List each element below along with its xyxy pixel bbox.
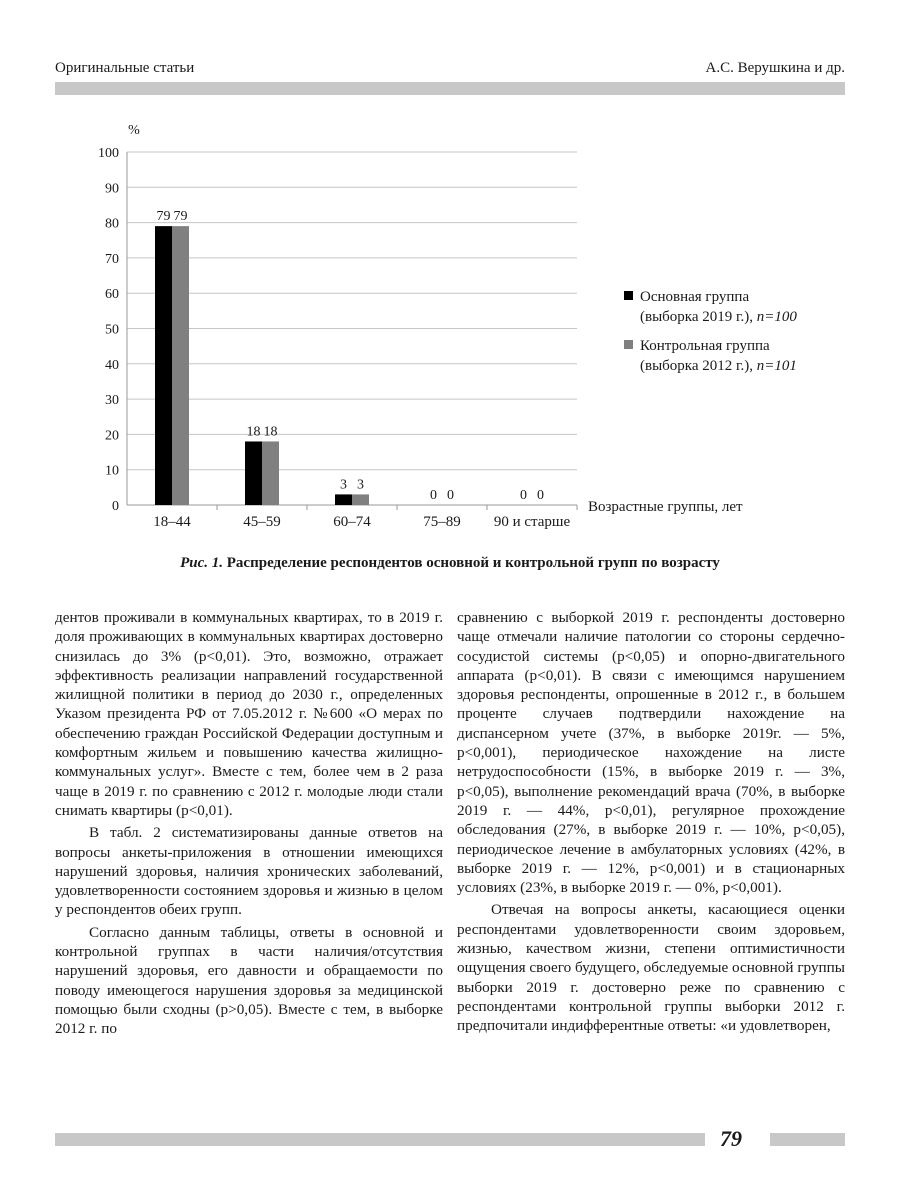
x-tick-label: 60–74 (333, 514, 371, 530)
y-axis-label: % (128, 123, 140, 138)
x-tick-label: 75–89 (423, 514, 461, 530)
data-labels (157, 209, 545, 503)
paragraph: дентов проживали в коммунальных квартирах, то в 2019 г. доля проживающих в коммунальных квартирах достоверно снизилась до 3% (p<0,01). Это, возможно, отражает эффективность реализации направлений государственной жилищной политики в период до 2030 г., определенных Указом президента РФ от 7.05.2012 г. №600 «О мерах по обеспечению граждан Российской Федерации доступным и комфортным жильем и повышению качества жилищно-коммунальных услуг». Вместе с тем, более чем в 2 раза чаще в 2019 г. по сравнению с 2012 г. молодые люди стали снимать квартиры (p<0,01). (55, 609, 443, 819)
section-title: Оригинальные статьи (55, 60, 195, 76)
bar (155, 226, 172, 505)
data-label: 18 (246, 424, 261, 440)
bar (335, 494, 352, 505)
data-label: 3 (340, 477, 347, 493)
bar (245, 441, 262, 505)
x-axis-label: Возрастные группы, лет (588, 499, 743, 515)
paragraph: В табл. 2 систематизированы данные ответов на вопросы анкеты-приложения в отношении имеющихся нарушений здоровья, наличия хронических заболеваний, удовлетворенности состоянием здоровья и жизнью в целом у респондентов обеих групп. (55, 824, 443, 919)
y-tick-label: 90 (105, 181, 119, 197)
figure-caption-text: Распределение респондентов основной и контрольной групп по возрасту (223, 555, 720, 571)
x-tick-label: 45–59 (243, 514, 281, 530)
figure-label: Рис. 1. (180, 555, 224, 571)
left-column (55, 608, 443, 1039)
age-distribution-chart (0, 110, 900, 530)
y-tick-label: 50 (105, 322, 119, 338)
data-label: 0 (430, 488, 437, 503)
data-label: 79 (173, 209, 188, 225)
y-tick-label: 10 (105, 463, 119, 479)
figure-caption (0, 555, 900, 572)
legend-main-line2: (выборка 2019 г.), n=100 (640, 309, 797, 325)
legend-swatch-main (624, 291, 633, 300)
x-tick-label: 90 и старше (493, 514, 571, 530)
y-tick-label: 20 (105, 428, 119, 444)
running-header (55, 60, 845, 80)
data-label: 3 (357, 477, 364, 493)
y-tick-label: 40 (105, 357, 119, 373)
bar (172, 226, 189, 505)
data-label: 0 (520, 488, 527, 503)
paragraph: Отвечая на вопросы анкеты, касающиеся оценки респондентами удовлетворенности своим здоровьем, жизнью, качеством жизни, степени оптимистичности ощущения своего будущего, обследуемые основной группы выборки 2019 г. достоверно реже по сравнению с респондентами контрольной группы выборки 2012 г. предпочитали индифферентные ответы: «и удовлетворен, (457, 901, 845, 1035)
legend-control-line1: Контрольная группа (640, 338, 770, 354)
x-tick-label: 18–44 (153, 514, 191, 530)
legend-main-line1: Основная группа (640, 289, 750, 305)
y-tick-label: 30 (105, 393, 119, 409)
page-number: 79 (720, 1126, 742, 1151)
bars (155, 226, 369, 505)
gridlines (127, 152, 577, 510)
y-tick-label: 100 (98, 146, 119, 161)
legend (624, 289, 797, 374)
data-label: 79 (156, 209, 171, 225)
bar (352, 494, 369, 505)
header-rule (55, 82, 845, 95)
legend-swatch-control (624, 340, 633, 349)
right-column (457, 608, 845, 1036)
footer-rule-right (770, 1133, 845, 1146)
bar (262, 441, 279, 505)
data-label: 18 (263, 424, 278, 440)
y-tick-label: 70 (105, 251, 119, 267)
y-tick-label: 0 (112, 499, 119, 514)
paragraph: Согласно данным таблицы, ответы в основной и контрольной группах в части наличия/отсутствия нарушений здоровья, его давности и обращаемости по поводу имеющегося нарушения здоровья за медицинской помощью были сходны (p>0,05). Вместе с тем, в выборке 2012 г. по (55, 923, 443, 1038)
paragraph: сравнению с выборкой 2019 г. респонденты достоверно чаще отмечали наличие патологии со стороны сердечно-сосудистой системы (p<0,05) и опорно-двигательного аппарата (p<0,01). В связи с имеющимся нарушением здоровья респонденты, опрошенные в 2012 г., в большем проценте случаев подтвердили нахождение на диспансерном учете (37%, в выборке 2019г. — 5%, p<0,001), периодическое нахождение на листе нетрудоспособности (15%, в выборке 2019 г. — 3%, p<0,05), выполнение рекомендаций врача (70%, в выборке 2019 г. — 44%, p<0,01), регулярное прохождение обследования (27%, в выборке 2019 г. — 10%, p<0,05), периодическое лечение в амбулаторных условиях (42%, в выборке 2019 г. — 12%, p<0,001) и в стационарных условиях (23%, в выборке 2019 г. — 0%, p<0,001). (457, 609, 845, 897)
authors: А.С. Верушкина и др. (705, 60, 845, 76)
legend-control-line2: (выборка 2012 г.), n=101 (640, 358, 797, 374)
y-tick-label: 80 (105, 216, 119, 232)
data-label: 0 (447, 488, 454, 503)
data-label: 0 (537, 488, 544, 503)
footer-rule-left (55, 1133, 705, 1146)
y-tick-label: 60 (105, 287, 119, 303)
